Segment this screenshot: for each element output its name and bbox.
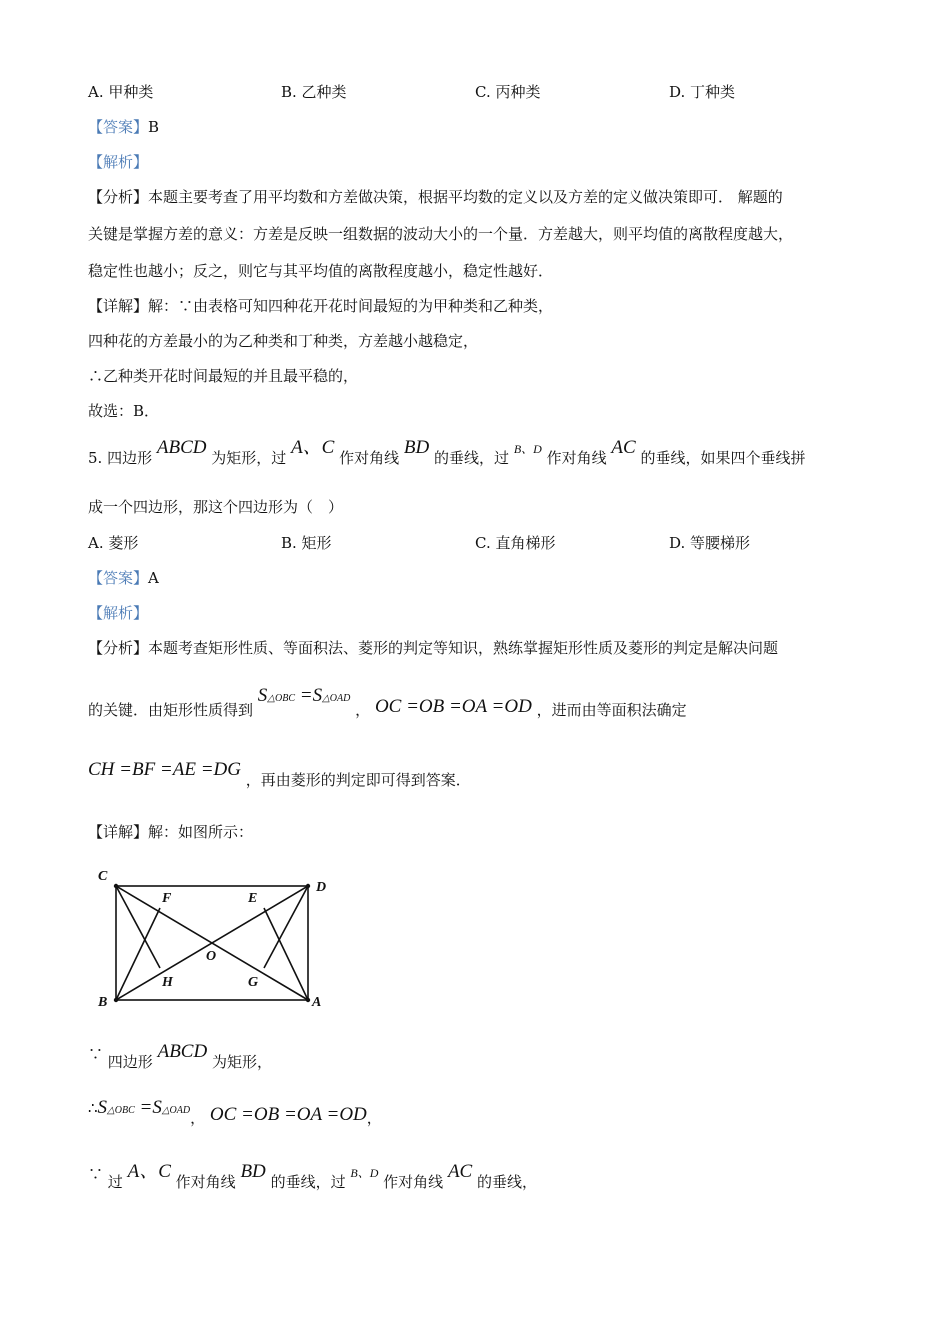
q5-analysis-3: [88, 759, 471, 790]
q5-option-d: D. 等腰梯形: [669, 534, 751, 552]
math-ac: AC: [611, 437, 636, 458]
label-a: A: [312, 995, 322, 1010]
comma-3: ，: [366, 1109, 382, 1127]
option-c: C. 丙种类: [475, 83, 541, 101]
detail-line-2: [88, 1097, 382, 1131]
option-d: D. 丁种类: [669, 83, 736, 101]
math-abcd: ABCD: [156, 437, 207, 458]
q5-text-1: 为矩形，过: [211, 449, 287, 467]
math-ch-eq: CH =BF =AE =DG: [88, 759, 241, 780]
q5-option-a: A. 菱形: [88, 534, 139, 552]
comma-1: ，: [355, 701, 371, 719]
detail-text-3: ∴乙种类开花时间最短的并且最平稳的，: [88, 367, 359, 385]
detail-text-end: 的垂线，: [477, 1173, 538, 1191]
q5-number: 5. 四边形: [88, 449, 153, 467]
fenxi-label: 【分析】: [88, 188, 149, 206]
q5-text-3: 的垂线，过: [434, 449, 510, 467]
q5-analysis-3-text: ，再由菱形的判定即可得到答案．: [245, 771, 471, 789]
math-s2: S: [312, 685, 323, 706]
q5-analysis-tag: 【解析】: [88, 604, 149, 622]
math-sub-obc-2: △OBC: [107, 1105, 135, 1116]
math-oc-eq-2: OC =OB =OA =OD: [209, 1104, 367, 1125]
q5-text-5: 的垂线，如果四个垂线拼: [640, 449, 806, 467]
answer-tag: 【答案】: [88, 118, 149, 136]
q5-option-c: C. 直角梯形: [475, 534, 556, 552]
analysis-text-1: [88, 187, 783, 207]
detail-sibianxing: 四边形: [107, 1053, 153, 1071]
label-c: C: [98, 869, 108, 884]
math-bd-2: BD: [240, 1161, 266, 1182]
q5-analysis-2: [88, 685, 687, 723]
q5-answer-value: A: [148, 569, 159, 587]
option-b: B. 乙种类: [281, 83, 347, 101]
math-s1: S: [257, 685, 268, 706]
rectangle-figure: [90, 862, 340, 1012]
q5-answer-tag: 【答案】: [88, 569, 149, 587]
point-b: [114, 998, 118, 1002]
label-h: H: [162, 975, 173, 990]
q5-analysis-2b: ，进而由等面积法确定: [536, 701, 687, 719]
math-ac-2: AC: [447, 1161, 473, 1182]
point-d: [306, 884, 310, 888]
math-abcd-2: ABCD: [157, 1041, 208, 1062]
analysis-text-3: 稳定性也越小；反之，则它与其平均值的离散程度越小，稳定性越好．: [88, 262, 554, 280]
q5-text-2: 作对角线: [339, 449, 400, 467]
label-e: E: [248, 891, 258, 906]
q5-answer-line: [88, 568, 159, 588]
detail-text-4: 故选：B．: [88, 402, 160, 420]
answer-line: [88, 117, 159, 137]
point-c: [114, 884, 118, 888]
q5-text-4: 作对角线: [546, 449, 607, 467]
detail-text-2: 作对角线: [175, 1173, 236, 1191]
math-s2b: S: [152, 1097, 162, 1118]
math-s1b: S: [97, 1097, 108, 1118]
q5-analysis-1: 【分析】本题考查矩形性质、等面积法、菱形的判定等知识，熟练掌握矩形性质及菱形的判定是解决问题: [88, 639, 779, 657]
because-symbol: ∵: [88, 1045, 104, 1063]
question-5-stem: [88, 437, 806, 469]
detail-text-3: 的垂线，过: [270, 1173, 346, 1191]
math-a-c-2: A、C: [127, 1161, 171, 1182]
math-area-equality: [258, 687, 351, 705]
question-5-stem-2: 成一个四边形，那这个四边形为（ ）: [88, 498, 344, 516]
comma-2: ，: [190, 1109, 206, 1127]
detail-text-1: 【详解】解：∵由表格可知四种花开花时间最短的为甲种类和乙种类，: [88, 297, 554, 315]
therefore-symbol: ∴: [88, 1099, 98, 1117]
q5-detail-label: 【详解】解：如图所示：: [88, 823, 254, 841]
q5-analysis-2a: 的关键．由矩形性质得到: [88, 701, 254, 719]
label-f: F: [162, 891, 172, 906]
detail-weijuxing: 为矩形，: [211, 1053, 272, 1071]
math-sub-obc: △OBC: [267, 693, 295, 704]
math-oc-eq: OC =OB =OA =OD: [374, 696, 532, 717]
label-b: B: [98, 995, 108, 1010]
math-sub-oad-2: △OAD: [161, 1105, 191, 1116]
math-bd: BD: [403, 437, 430, 458]
detail-line-3: [88, 1161, 538, 1193]
detail-text-4: 作对角线: [383, 1173, 444, 1191]
detail-text-2: 四种花的方差最小的为乙种类和丁种类，方差越小越稳定，: [88, 332, 479, 350]
because-symbol-2: ∵: [88, 1165, 104, 1183]
math-sub-oad: △OAD: [322, 693, 351, 704]
fenxi-text: 本题主要考查了用平均数和方差做决策，根据平均数的定义以及方差的定义做决策即可． 解题的: [148, 188, 783, 206]
point-a: [306, 998, 310, 1002]
math-area-equality-2: [88, 1099, 190, 1117]
analysis-tag: 【解析】: [88, 153, 149, 171]
detail-guo: 过: [107, 1173, 123, 1191]
math-eq: =: [299, 685, 313, 706]
label-g: G: [248, 975, 259, 990]
label-d: D: [316, 880, 327, 895]
math-b-d: B、D: [513, 442, 542, 456]
q5-option-b: B. 矩形: [281, 534, 332, 552]
math-eq-2: =: [139, 1097, 153, 1118]
detail-line-1: [88, 1041, 272, 1072]
option-a: A. 甲种类: [88, 83, 154, 101]
answer-value: B: [148, 118, 160, 136]
math-b-d-2: B、D: [350, 1166, 379, 1180]
analysis-text-2: 关键是掌握方差的意义：方差是反映一组数据的波动大小的一个量．方差越大，则平均值的离散程度越大，: [88, 225, 794, 243]
label-o: O: [206, 949, 217, 964]
math-a-c: A、C: [291, 437, 335, 458]
